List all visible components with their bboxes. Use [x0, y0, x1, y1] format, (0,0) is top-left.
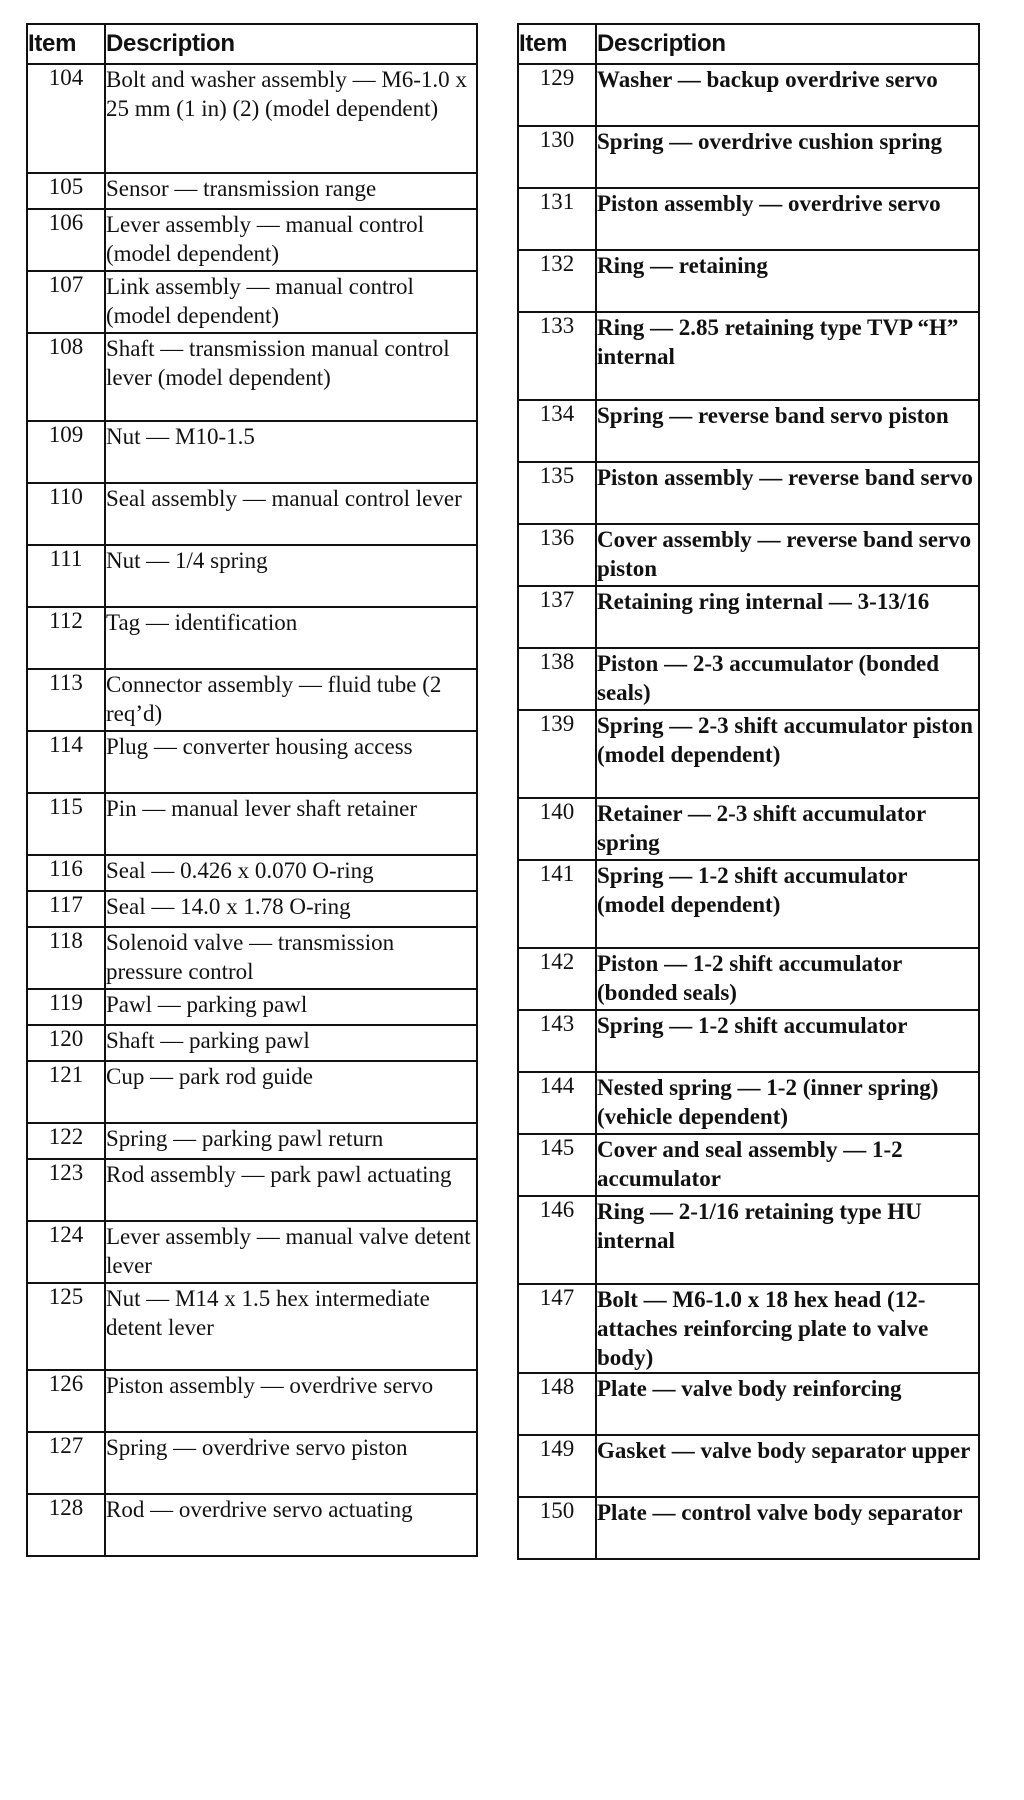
table-row [518, 648, 979, 710]
table-row [518, 1284, 979, 1373]
item-number: 147 [518, 1284, 596, 1373]
item-description: Plate — control valve body separator [596, 1497, 979, 1559]
item-number: 150 [518, 1497, 596, 1559]
item-description: Bolt and washer assembly — M6-1.0 x 25 mm (1 in) (2) (model dependent) [105, 64, 477, 173]
item-number: 129 [518, 64, 596, 126]
item-description: Rod — overdrive servo actuating [105, 1494, 477, 1556]
table-row [27, 1221, 477, 1283]
table-row [27, 927, 477, 989]
table-row [518, 462, 979, 524]
item-number: 130 [518, 126, 596, 188]
item-description: Cup — park rod guide [105, 1061, 477, 1123]
table-row [518, 710, 979, 798]
item-number: 117 [27, 891, 105, 927]
item-number: 116 [27, 855, 105, 891]
item-number: 122 [27, 1123, 105, 1159]
item-description: Rod assembly — park pawl actuating [105, 1159, 477, 1221]
item-number: 126 [27, 1370, 105, 1432]
item-number: 114 [27, 731, 105, 793]
item-description: Nut — M14 x 1.5 hex intermediate detent lever [105, 1283, 477, 1370]
item-number: 139 [518, 710, 596, 798]
table-row [518, 400, 979, 462]
item-description: Cover assembly — reverse band servo piston [596, 524, 979, 586]
item-description: Cover and seal assembly — 1-2 accumulator [596, 1134, 979, 1196]
item-description: Nut — M10-1.5 [105, 421, 477, 483]
item-description: Retaining ring internal — 3-13/16 [596, 586, 979, 648]
item-number: 110 [27, 483, 105, 545]
table-row [518, 1072, 979, 1134]
table-row [27, 1159, 477, 1221]
item-description: Spring — reverse band servo piston [596, 400, 979, 462]
item-description: Spring — parking pawl return [105, 1123, 477, 1159]
item-number: 106 [27, 209, 105, 271]
table-row [518, 524, 979, 586]
item-description: Piston — 2-3 accumulator (bonded seals) [596, 648, 979, 710]
item-description: Ring — 2-1/16 retaining type HU internal [596, 1196, 979, 1284]
item-number: 149 [518, 1435, 596, 1497]
item-number: 145 [518, 1134, 596, 1196]
table-row [518, 126, 979, 188]
table-row [27, 607, 477, 669]
table-row [518, 64, 979, 126]
parts-table-right [517, 23, 980, 1560]
table-row [27, 1494, 477, 1556]
item-description: Spring — overdrive servo piston [105, 1432, 477, 1494]
item-number: 108 [27, 333, 105, 421]
item-description: Gasket — valve body separator upper [596, 1435, 979, 1497]
table-row [27, 483, 477, 545]
item-number: 148 [518, 1373, 596, 1435]
item-description: Spring — 2-3 shift accumulator piston (model dependent) [596, 710, 979, 798]
table-row [518, 948, 979, 1010]
item-number: 143 [518, 1010, 596, 1072]
item-number: 124 [27, 1221, 105, 1283]
item-description: Seal — 0.426 x 0.070 O-ring [105, 855, 477, 891]
item-number: 104 [27, 64, 105, 173]
table-row [27, 793, 477, 855]
table-header-row [27, 24, 477, 64]
item-number: 119 [27, 989, 105, 1025]
parts-table-right-body [518, 64, 979, 1559]
item-number: 109 [27, 421, 105, 483]
item-description: Link assembly — manual control (model dependent) [105, 271, 477, 333]
item-description: Piston — 1-2 shift accumulator (bonded seals) [596, 948, 979, 1010]
item-description: Retainer — 2-3 shift accumulator spring [596, 798, 979, 860]
description-column-header: Description [596, 24, 979, 64]
table-row [27, 1123, 477, 1159]
item-number: 131 [518, 188, 596, 250]
parts-table-left-body [27, 64, 477, 1556]
item-number: 137 [518, 586, 596, 648]
item-number: 107 [27, 271, 105, 333]
item-number: 113 [27, 669, 105, 731]
item-description: Seal assembly — manual control lever [105, 483, 477, 545]
item-number: 112 [27, 607, 105, 669]
item-column-header: Item [518, 24, 596, 64]
item-description: Plate — valve body reinforcing [596, 1373, 979, 1435]
table-row [518, 250, 979, 312]
table-row [27, 1432, 477, 1494]
table-row [27, 173, 477, 209]
item-description: Lever assembly — manual control (model dependent) [105, 209, 477, 271]
table-header-row [518, 24, 979, 64]
item-number: 105 [27, 173, 105, 209]
table-row [27, 989, 477, 1025]
item-description: Spring — 1-2 shift accumulator (model dependent) [596, 860, 979, 948]
item-description: Spring — 1-2 shift accumulator [596, 1010, 979, 1072]
item-description: Washer — backup overdrive servo [596, 64, 979, 126]
item-number: 141 [518, 860, 596, 948]
table-row [27, 1283, 477, 1370]
item-number: 146 [518, 1196, 596, 1284]
table-row [518, 312, 979, 400]
table-row [27, 209, 477, 271]
item-number: 133 [518, 312, 596, 400]
table-row [27, 1061, 477, 1123]
table-row [518, 860, 979, 948]
item-description: Pin — manual lever shaft retainer [105, 793, 477, 855]
table-row [27, 271, 477, 333]
table-row [518, 1435, 979, 1497]
item-description: Shaft — parking pawl [105, 1025, 477, 1061]
description-column-header: Description [105, 24, 477, 64]
item-number: 138 [518, 648, 596, 710]
item-column-header: Item [27, 24, 105, 64]
item-number: 121 [27, 1061, 105, 1123]
item-number: 132 [518, 250, 596, 312]
table-row [27, 669, 477, 731]
item-number: 120 [27, 1025, 105, 1061]
table-row [518, 1010, 979, 1072]
item-number: 144 [518, 1072, 596, 1134]
item-description: Tag — identification [105, 607, 477, 669]
table-row [518, 1373, 979, 1435]
table-row [27, 545, 477, 607]
item-description: Connector assembly — fluid tube (2 req’d) [105, 669, 477, 731]
item-description: Nested spring — 1-2 (inner spring) (vehicle dependent) [596, 1072, 979, 1134]
item-description: Piston assembly — reverse band servo [596, 462, 979, 524]
table-row [27, 891, 477, 927]
item-number: 118 [27, 927, 105, 989]
item-number: 128 [27, 1494, 105, 1556]
item-number: 125 [27, 1283, 105, 1370]
item-description: Ring — 2.85 retaining type TVP “H” internal [596, 312, 979, 400]
table-row [27, 855, 477, 891]
item-description: Plug — converter housing access [105, 731, 477, 793]
table-row [518, 1497, 979, 1559]
table-row [27, 1370, 477, 1432]
item-description: Seal — 14.0 x 1.78 O-ring [105, 891, 477, 927]
table-row [27, 64, 477, 173]
item-description: Piston assembly — overdrive servo [105, 1370, 477, 1432]
table-row [518, 1134, 979, 1196]
item-number: 135 [518, 462, 596, 524]
table-row [518, 586, 979, 648]
table-row [518, 188, 979, 250]
parts-table-left [26, 23, 478, 1557]
item-description: Sensor — transmission range [105, 173, 477, 209]
item-number: 134 [518, 400, 596, 462]
item-description: Spring — overdrive cushion spring [596, 126, 979, 188]
item-description: Nut — 1/4 spring [105, 545, 477, 607]
table-row [27, 421, 477, 483]
item-number: 111 [27, 545, 105, 607]
item-number: 127 [27, 1432, 105, 1494]
table-row [518, 1196, 979, 1284]
item-description: Ring — retaining [596, 250, 979, 312]
item-number: 140 [518, 798, 596, 860]
table-row [518, 798, 979, 860]
item-description: Pawl — parking pawl [105, 989, 477, 1025]
item-number: 123 [27, 1159, 105, 1221]
item-description: Piston assembly — overdrive servo [596, 188, 979, 250]
table-row [27, 333, 477, 421]
item-number: 142 [518, 948, 596, 1010]
item-description: Lever assembly — manual valve detent lever [105, 1221, 477, 1283]
item-description: Bolt — M6-1.0 x 18 hex head (12-attaches reinforcing plate to valve body) [596, 1284, 979, 1373]
item-description: Shaft — transmission manual control lever (model dependent) [105, 333, 477, 421]
table-row [27, 731, 477, 793]
table-row [27, 1025, 477, 1061]
item-number: 136 [518, 524, 596, 586]
item-number: 115 [27, 793, 105, 855]
item-description: Solenoid valve — transmission pressure control [105, 927, 477, 989]
